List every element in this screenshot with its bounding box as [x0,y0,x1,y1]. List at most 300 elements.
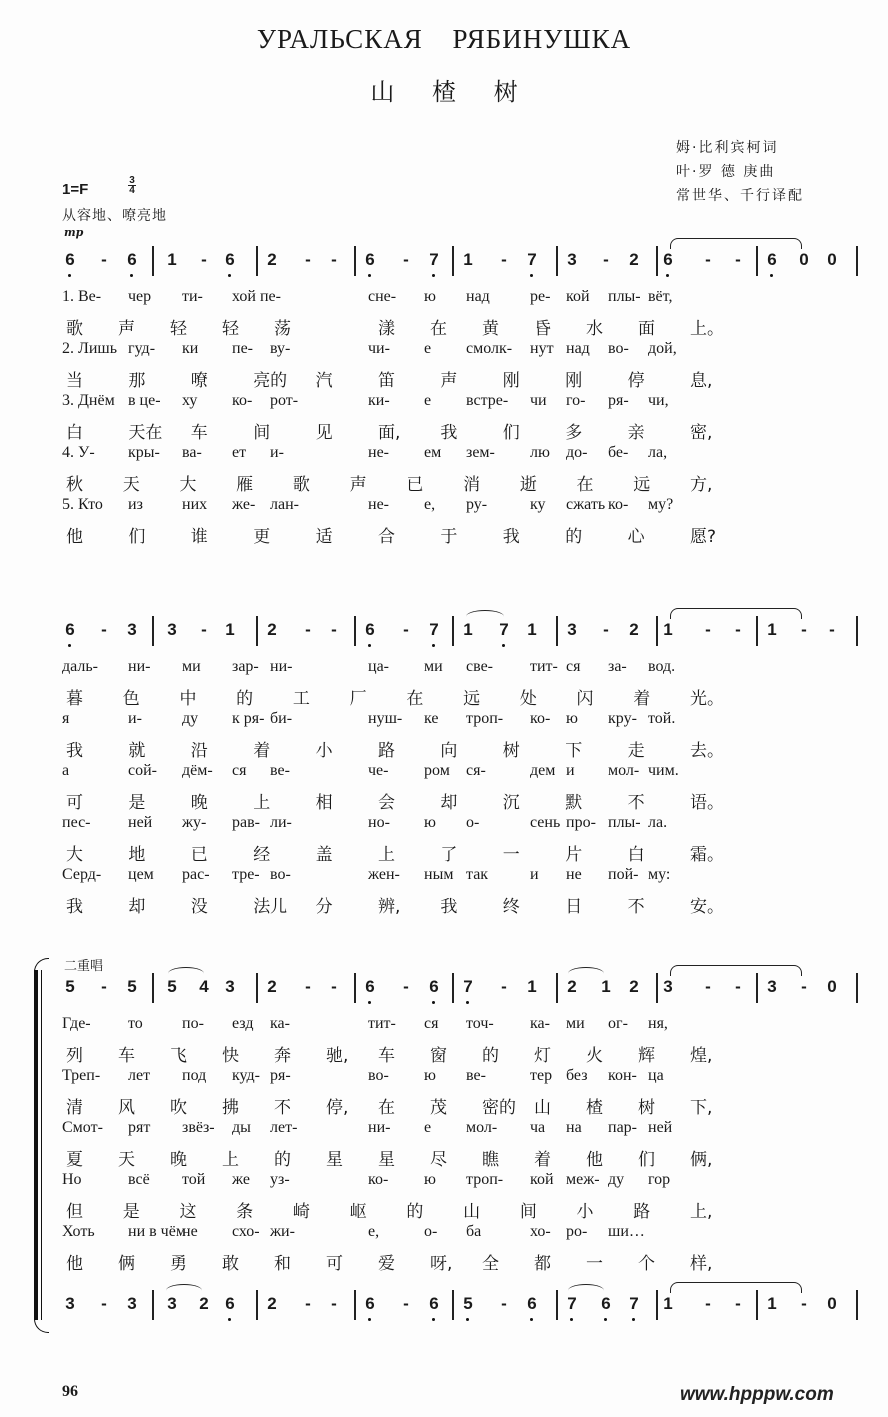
page-number: 96 [62,1383,78,1400]
lyric-syllable: 亲 [627,423,645,443]
lyric-syllable: го- [566,392,586,409]
lyric-syllable: ко- [368,1171,389,1188]
lyric-syllable: 终 [502,897,520,917]
lyric-syllable: 我 [440,423,458,443]
lyric-syllable: 拂 [222,1098,239,1118]
lyric-syllable: тит- [530,658,558,675]
barline [354,973,356,1003]
note: 6 [362,1294,378,1314]
lyric-syllable: 声 [440,371,458,391]
lyric-syllable: 逝 [519,475,537,495]
lyric-syllable: 漾 [378,319,395,339]
lyric-syllable: Смот- [62,1119,103,1136]
lyric-syllable: 轻 [170,319,187,339]
dash-extension: - [501,250,507,269]
lyric-syllable: 茂 [430,1098,447,1118]
note: 1 [527,977,537,996]
lyric-syllable: 和 [274,1254,291,1274]
lyric-syllable: и [530,866,539,883]
lyric-line [0,314,888,340]
lyric-syllable: 歌 [292,475,310,495]
staff-system-4 [0,1290,888,1320]
time-sig-bottom: 4 [129,185,135,196]
lyric-syllable: про- [566,814,596,831]
barline [856,246,858,276]
lyric-syllable: ми [424,658,443,675]
dash-extension: - [501,1294,507,1313]
lyric-syllable: 在 [576,475,594,495]
lyric-syllable: 我 [66,897,83,917]
lyric-syllable: плы- [608,288,641,305]
lyric-syllable: 汽 [315,371,333,391]
lyric-syllable: е [424,1119,432,1136]
rest: 0 [799,250,809,269]
lyric-syllable: лет- [270,1119,298,1136]
lyric-syllable: 间 [253,423,271,443]
lyric-line [0,470,888,496]
lyric-syllable: 3. Днём [62,392,115,409]
lyric-syllable: кой [530,1171,554,1188]
lyric-syllable: на [566,1119,582,1136]
lyric-syllable: ней [648,1119,673,1136]
lyric-syllable: ет [232,444,247,461]
lyric-syllable: 会 [378,793,395,813]
note: 7 [426,250,442,270]
note: 6 [362,620,378,640]
lyric-syllable: 不 [274,1098,291,1118]
lyric-line [0,392,888,418]
lyric-syllable: 闪 [576,689,594,709]
lyric-syllable: 下, [690,1098,713,1118]
lyric-syllable: 安。 [690,897,724,917]
brace-bottom-curl [34,1318,49,1333]
lyric-syllable: ду [608,1171,625,1188]
lyric-syllable: ре- [530,288,551,305]
lyric-syllable: 他 [586,1150,603,1170]
credits [676,136,804,208]
lyric-syllable: рят [128,1119,151,1136]
lyric-syllable: 方, [690,475,713,495]
lyric-syllable: 嘹 [190,371,208,391]
lyric-syllable: ка- [270,1015,290,1032]
dash-extension: - [705,977,711,996]
lyric-syllable: ла. [648,814,668,831]
lyric-syllable: би- [270,710,293,727]
lyric-syllable: 着 [534,1150,551,1170]
lyric-syllable: них [182,496,208,513]
barline [256,246,258,276]
dash-extension: - [201,620,207,639]
lyric-syllable: 着 [253,741,271,761]
note: 2 [567,977,577,996]
lyric-syllable: во- [368,1067,389,1084]
lyric-syllable: так [466,866,489,883]
lyric-syllable: всё [128,1171,150,1188]
lyric-syllable: ся [566,658,581,675]
lyric-syllable: зар- [232,658,259,675]
note: 4 [199,977,209,996]
lyric-syllable: 默 [565,793,583,813]
barline [856,1290,858,1320]
dash-extension: - [331,977,337,996]
barline [452,1290,454,1320]
lyric-syllable: 盖 [315,845,333,865]
tie-arc [670,1282,802,1293]
lyric-syllable: 息, [690,371,713,391]
lyric-syllable: 们 [638,1150,655,1170]
lyric-syllable: 路 [378,741,395,761]
note: 3 [65,1294,75,1313]
lyric-syllable: же [232,1171,250,1188]
lyric-syllable: схо- [232,1223,260,1240]
note: 1 [225,620,235,639]
lyric-line [0,658,888,684]
lyric-syllable: 窗 [430,1046,447,1066]
lyric-syllable: лан- [270,496,299,513]
note: 2 [267,977,277,996]
system-brace-thick [34,970,38,1320]
lyric-syllable: 清 [66,1098,83,1118]
lyric-syllable: е, [424,496,436,513]
note: 3 [225,977,235,996]
note: 2 [629,977,639,996]
lyric-syllable: ог- [608,1015,628,1032]
lyric-line [0,444,888,470]
lyric-syllable: че- [368,762,389,779]
lyric-syllable: 上 [378,845,395,865]
lyric-syllable: я [62,710,70,727]
lyric-syllable: 在 [406,689,424,709]
lyric-syllable: 中 [179,689,197,709]
lyric-syllable: из [128,496,143,513]
barline [656,973,658,1003]
lyric-syllable: е [424,392,432,409]
note: 5 [167,977,177,996]
lyric-syllable: 的 [274,1150,291,1170]
lyric-syllable: 地 [128,845,146,865]
lyric-syllable: 更 [253,527,271,547]
lyric-syllable: гуд- [128,340,156,357]
lyric-syllable: 白 [627,845,645,865]
lyric-line [0,788,888,814]
lyric-syllable: пой- [608,866,639,883]
staff-system-2 [0,616,888,646]
lyric-syllable: ся- [466,762,486,779]
lyric-syllable: ко- [232,392,253,409]
lyric-syllable: ем [424,444,442,461]
lyric-syllable: 飞 [170,1046,187,1066]
note: 2 [267,620,277,639]
lyric-syllable: троп- [466,710,504,727]
lyric-syllable: 但 [66,1202,83,1222]
lyric-syllable: той. [648,710,676,727]
lyric-syllable: 全 [482,1254,499,1274]
lyric-syllable: Треп- [62,1067,101,1084]
lyric-syllable: дем [530,762,556,779]
lyric-syllable: 天在 [128,423,163,443]
barline [656,246,658,276]
lyric-syllable: по- [182,1015,204,1032]
lyric-syllable: 的 [565,527,583,547]
lyric-syllable: 可 [66,793,83,813]
lyric-syllable: ся [424,1015,439,1032]
barline [656,1290,658,1320]
lyric-syllable: смолк- [466,340,513,357]
lyric-syllable: 在 [378,1098,395,1118]
lyric-syllable: ром [424,762,450,779]
system-brace-thin [41,970,42,1320]
lyric-line [0,1145,888,1171]
lyric-syllable: ку [530,496,546,513]
note: 2 [267,1294,277,1313]
dash-extension: - [801,977,807,996]
lyric-syllable: 已 [190,845,208,865]
lyric-syllable: 星 [326,1150,343,1170]
barline [152,246,154,276]
note: 2 [629,250,639,269]
dash-extension: - [801,1294,807,1313]
lyric-syllable: вёт, [648,288,673,305]
lyric-syllable: и [566,762,575,779]
barline [152,973,154,1003]
note: 3 [663,977,673,996]
lyric-syllable: ча [530,1119,546,1136]
barline [756,616,758,646]
lyric-syllable: е, [368,1223,380,1240]
lyric-syllable: плы- [608,814,641,831]
staff-system-3 [0,973,888,1003]
lyric-line [0,1249,888,1275]
lyric-syllable: 密, [690,423,713,443]
note: 6 [222,1294,238,1314]
note: 1 [767,1294,777,1313]
note: 6 [362,977,378,997]
lyric-syllable: е [424,340,432,357]
lyric-syllable: 笛 [378,371,395,391]
lyric-syllable: 都 [534,1254,551,1274]
lyric-syllable: до- [566,444,588,461]
lyric-syllable: ца- [368,658,389,675]
lyric-syllable: 歌 [66,319,83,339]
note: 6 [524,1294,540,1314]
key-signature: 1=F [62,181,89,198]
lyric-syllable: ным [424,866,454,883]
lyric-syllable: ве- [466,1067,486,1084]
lyric-syllable: 心 [627,527,645,547]
dash-extension: - [305,250,311,269]
lyric-syllable: о- [466,814,480,831]
lyric-syllable: 秋 [66,475,83,495]
barline [856,616,858,646]
lyric-syllable: 星 [378,1150,395,1170]
lyric-syllable: 的 [236,689,254,709]
note: 2 [629,620,639,639]
lyric-syllable: над [466,288,490,305]
lyric-syllable: 却 [128,897,146,917]
lyric-syllable: 面 [638,319,655,339]
note: 6 [362,250,378,270]
lyric-syllable: о- [424,1223,438,1240]
lyric-syllable: ю [424,814,436,831]
lyric-syllable: жи- [270,1223,295,1240]
lyric-syllable: 没 [190,897,208,917]
lyric-syllable: хой пе- [232,288,281,305]
lyric-syllable: тит- [368,1015,396,1032]
title-chinese: 山 楂 树 [370,78,518,106]
dash-extension: - [101,250,107,269]
lyric-syllable: 2. Лишь [62,340,118,357]
lyric-syllable: ру- [466,496,488,513]
lyric-syllable: сне- [368,288,397,305]
note: 7 [460,977,476,997]
dash-extension: - [101,977,107,996]
lyric-syllable: 奔 [274,1046,291,1066]
lyric-syllable: в це- [128,392,161,409]
lyric-syllable: 路 [633,1202,651,1222]
lyric-syllable: 俩, [690,1150,713,1170]
lyric-syllable: ни- [368,1119,391,1136]
lyric-syllable: меж- [566,1171,600,1188]
lyric-syllable: встре- [466,392,509,409]
lyric-syllable: 风 [118,1098,135,1118]
lyric-syllable: под [182,1067,207,1084]
lyric-syllable: 一 [502,845,520,865]
lyric-line [0,1119,888,1145]
dash-extension: - [403,977,409,996]
lyric-syllable: звёз- [182,1119,215,1136]
lyric-syllable: 工 [292,689,310,709]
lyric-syllable: и- [270,444,284,461]
lyric-syllable: 岖 [349,1202,367,1222]
lyric-syllable: ки [182,340,199,357]
lyric-syllable: сой- [128,762,157,779]
barline [354,1290,356,1320]
note: 7 [426,620,442,640]
lyric-syllable: 车 [118,1046,135,1066]
lyric-syllable: уз- [270,1171,290,1188]
barline [756,246,758,276]
note: 7 [496,620,512,640]
lyric-syllable: 他 [66,1254,83,1274]
lyric-line [0,366,888,392]
lyric-syllable: 亮的 [253,371,288,391]
lyric-syllable: Серд- [62,866,102,883]
lyric-syllable: даль- [62,658,98,675]
lyric-syllable: 声 [349,475,367,495]
lyric-syllable: ву- [270,340,291,357]
note: 1 [463,620,473,639]
note: 6 [660,250,676,270]
lyric-syllable: 霜。 [690,845,724,865]
note: 5 [460,1294,476,1314]
dash-extension: - [603,250,609,269]
lyric-syllable: ца [648,1067,664,1084]
lyric-syllable: 灯 [534,1046,551,1066]
lyric-syllable: 车 [378,1046,395,1066]
lyric-syllable: 多 [565,423,583,443]
lyric-syllable: 这 [179,1202,197,1222]
lyric-syllable: дой, [648,340,677,357]
lyric-syllable: ху [182,392,198,409]
lyric-syllable: 他 [66,527,83,547]
barline [452,246,454,276]
note: 5 [127,977,137,996]
barline [152,616,154,646]
lyric-syllable: не [182,1223,198,1240]
lyric-syllable: ни- [270,658,293,675]
lyric-syllable: езд [232,1015,254,1032]
lyric-syllable: 色 [122,689,140,709]
lyric-syllable: вод. [648,658,676,675]
lyric-syllable: а [62,762,70,779]
lyric-syllable: чи, [648,392,669,409]
lyric-syllable: ши… [608,1223,645,1240]
note: 6 [426,1294,442,1314]
lyric-syllable: 楂 [586,1098,603,1118]
slur-arc [168,967,204,980]
note: 7 [626,1294,642,1314]
lyric-syllable: 在 [430,319,447,339]
lyric-syllable: 山 [534,1098,551,1118]
lyric-syllable: и- [128,710,142,727]
lyric-syllable: 刚 [502,371,520,391]
note: 6 [598,1294,614,1314]
lyric-syllable: 小 [315,741,333,761]
lyric-syllable: ла, [648,444,668,461]
lyric-syllable: 呀, [430,1254,453,1274]
note: 7 [524,250,540,270]
barline [556,1290,558,1320]
lyric-syllable: 处 [519,689,537,709]
lyric-syllable: кой [566,288,590,305]
lyric-syllable: над [566,340,590,357]
lyric-syllable: кры- [128,444,160,461]
lyric-syllable: 快 [222,1046,239,1066]
lyric-syllable: 1. Ве- [62,288,102,305]
barline [256,1290,258,1320]
lyric-syllable: жу- [182,814,207,831]
dynamic-marking: mp [64,226,84,239]
lyric-syllable: 我 [502,527,520,547]
lyric-syllable: 小 [576,1202,594,1222]
lyric-syllable: 停, [326,1098,349,1118]
lyric-syllable: гор [648,1171,671,1188]
lyric-syllable: 黄 [482,319,499,339]
lyric-syllable: ба [466,1223,482,1240]
lyric-syllable: 相 [315,793,333,813]
lyric-syllable: ря- [270,1067,291,1084]
lyric-syllable: 山 [463,1202,481,1222]
lyric-line [0,522,888,548]
lyric-syllable: 样, [690,1254,713,1274]
lyric-syllable: зем- [466,444,495,461]
lyric-syllable: чи [530,392,547,409]
lyric-syllable: без [566,1067,588,1084]
tie-arc [670,238,802,249]
lyric-syllable: Где- [62,1015,91,1032]
lyric-syllable: 列 [66,1046,83,1066]
lyric-syllable: 我 [66,741,83,761]
dash-extension: - [305,620,311,639]
lyric-syllable: 已 [406,475,424,495]
lyric-syllable: 的 [406,1202,424,1222]
lyric-syllable: ю [424,1067,436,1084]
note: 3 [167,620,177,639]
lyric-syllable: 那 [128,371,146,391]
lyric-syllable: той [182,1171,206,1188]
dash-extension: - [403,620,409,639]
lyric-syllable: 白 [66,423,83,443]
